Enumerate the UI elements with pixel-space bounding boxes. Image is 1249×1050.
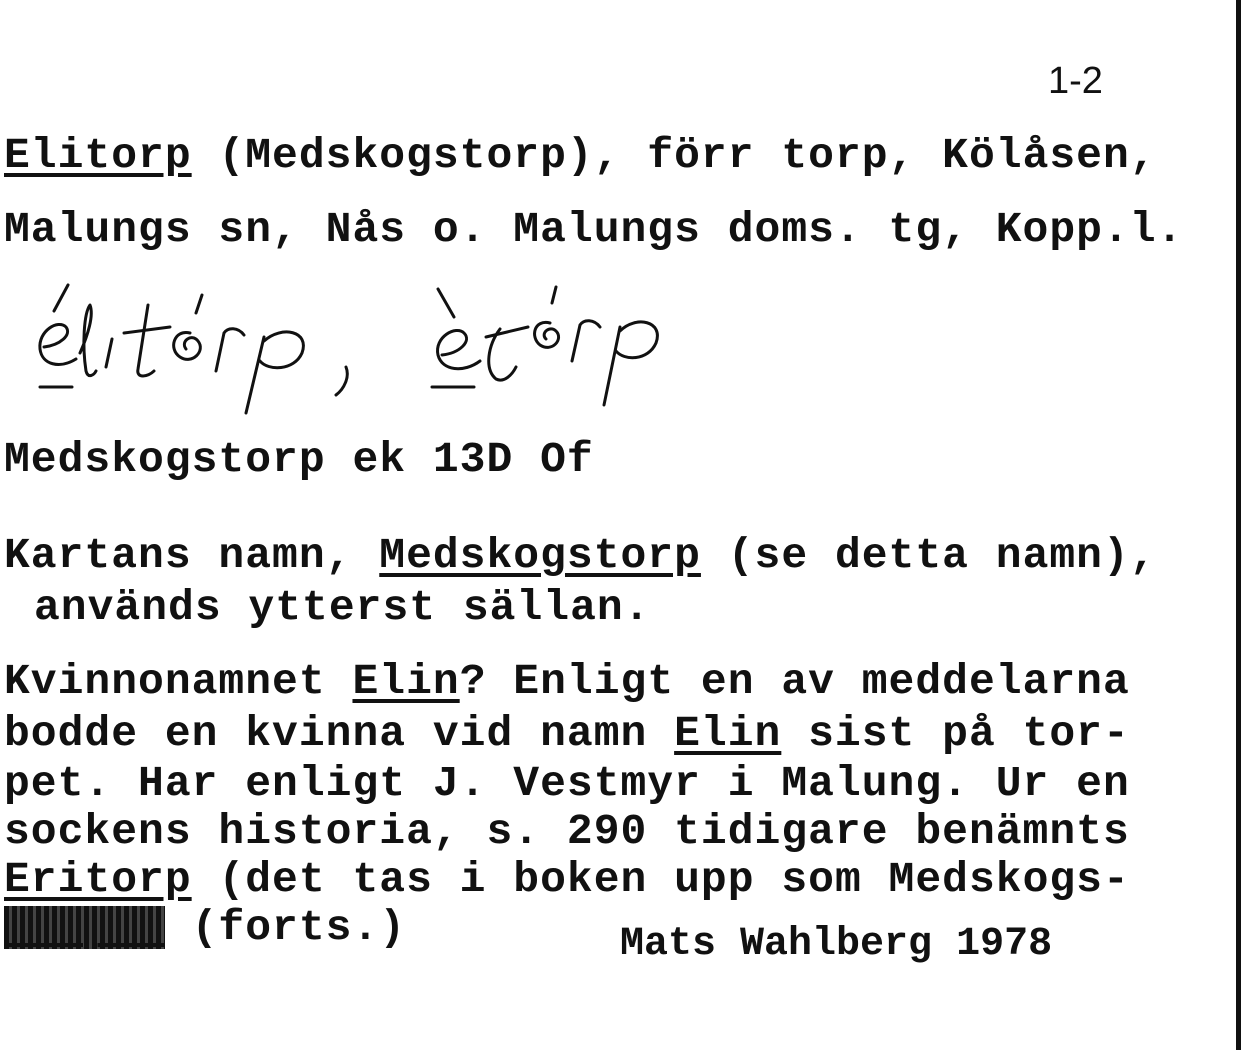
card-edge-line	[1236, 0, 1241, 1050]
struck-out-word	[4, 906, 165, 949]
signature-initial: M	[620, 922, 645, 967]
header-line-1	[4, 131, 1157, 180]
paragraph-2-line-6	[4, 903, 407, 952]
map-reference: Medskogstorp ek 13D Of	[4, 435, 594, 484]
p2-l1-after: ? Enligt en av meddelarna	[459, 657, 1130, 706]
paragraph-2-line-5	[4, 855, 1130, 904]
paragraph-2-line-4: sockens historia, s. 290 tidigare benämnts	[4, 807, 1130, 856]
paragraph-2-line-3: pet. Har enligt J. Vestmyr i Malung. Ur en	[4, 759, 1130, 808]
signature	[620, 922, 1052, 967]
header-line-1-rest: (Medskogstorp), förr torp, Kölåsen,	[191, 131, 1157, 180]
p2-l5-name: Eritorp	[4, 855, 192, 904]
p1-place-name: Medskogstorp	[379, 531, 701, 580]
signature-rest: ats Wahlberg 1978	[644, 922, 1053, 967]
handwritten-pronunciation	[20, 275, 780, 420]
p2-l6-after: (forts.)	[164, 903, 407, 952]
p2-l1-before: Kvinnonamnet	[4, 657, 353, 706]
p2-l2-after: sist på tor-	[781, 709, 1130, 758]
page-reference: 1-2	[1048, 60, 1103, 102]
paragraph-1-line-2: används ytterst sällan.	[34, 583, 651, 632]
paragraph-1-line-1	[4, 531, 1157, 580]
p2-l2-name: Elin	[674, 709, 782, 758]
paragraph-2-line-1	[4, 657, 1130, 706]
p2-l1-name: Elin	[352, 657, 460, 706]
p2-l5-after: (det tas i boken upp som Medskogs-	[191, 855, 1130, 904]
paragraph-2-line-2	[4, 709, 1130, 758]
handwriting-drawing	[20, 275, 780, 420]
p1-after: (se detta namn),	[700, 531, 1157, 580]
p1-before: Kartans namn,	[4, 531, 380, 580]
header-place-name: Elitorp	[4, 131, 192, 180]
header-line-2: Malungs sn, Nås o. Malungs doms. tg, Kopp.l.	[4, 205, 1184, 254]
p2-l2-before: bodde en kvinna vid namn	[4, 709, 675, 758]
